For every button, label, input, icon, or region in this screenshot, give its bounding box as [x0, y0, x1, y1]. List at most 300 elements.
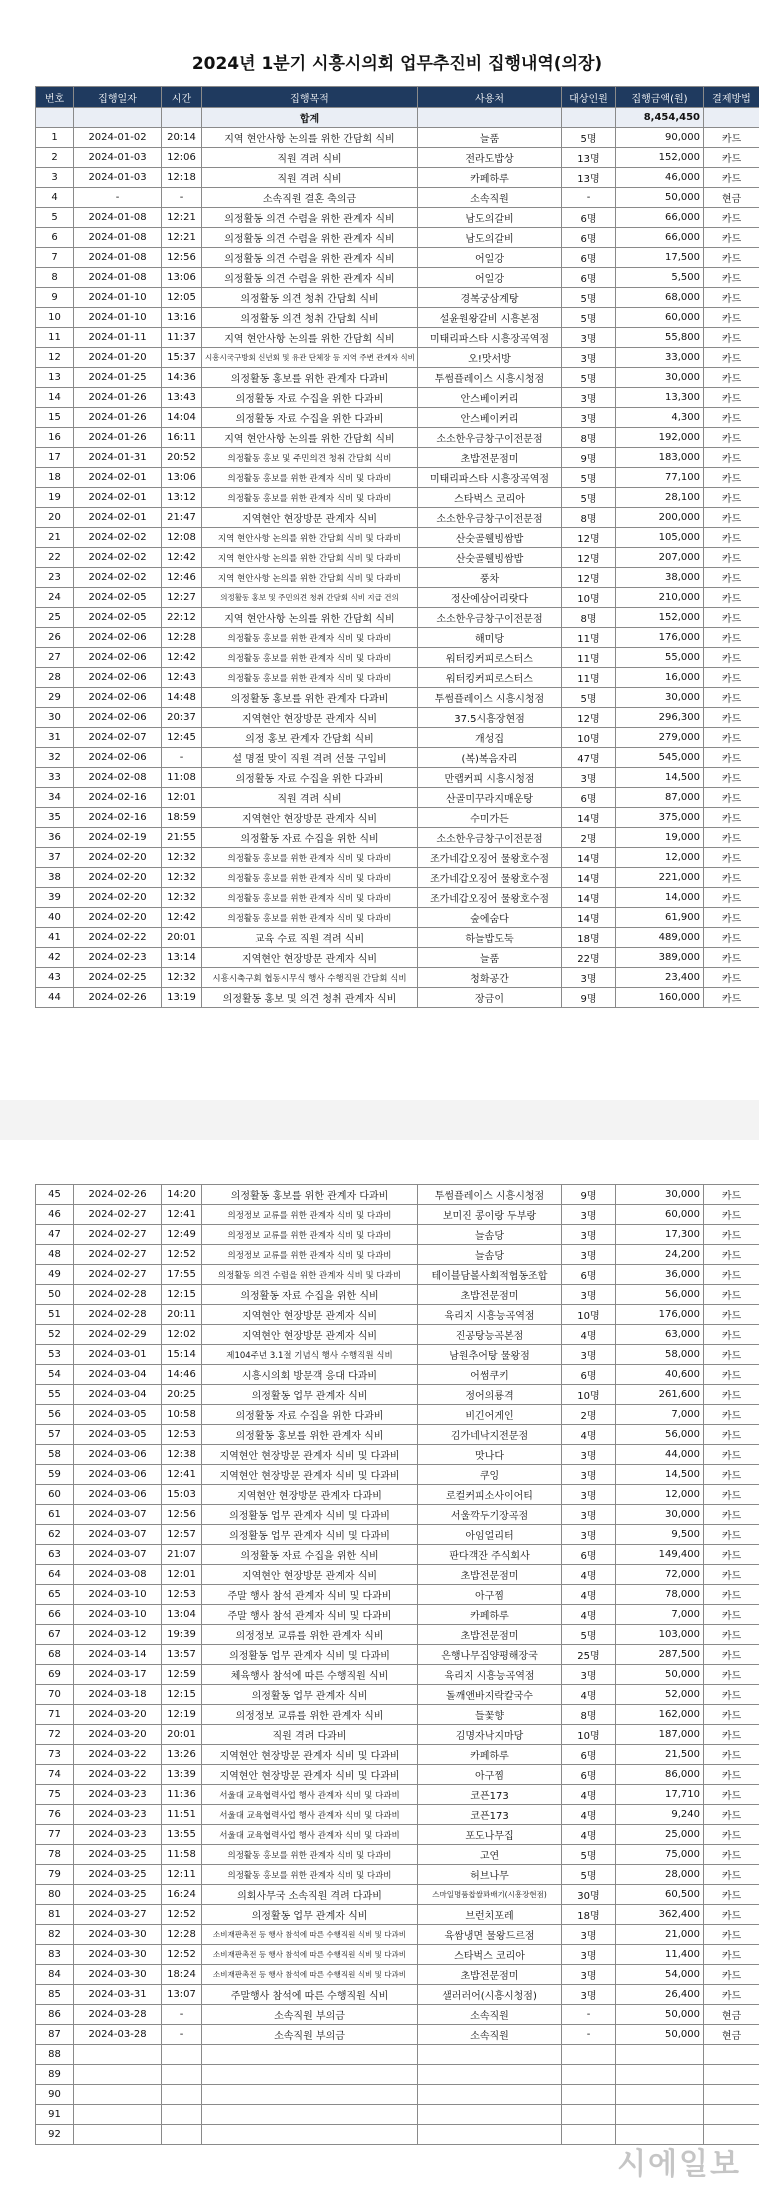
table-row: [36, 188, 759, 208]
cell-people: [562, 2085, 616, 2105]
cell-purpose: 지역 현안사항 논의를 위한 간담회 식비 및 다과비: [202, 568, 418, 588]
cell-time: 20:14: [162, 128, 202, 148]
table-row: [36, 1685, 759, 1705]
cell-time: 13:16: [162, 308, 202, 328]
cell-people: 3명: [562, 1665, 616, 1685]
cell-place: 늘솜당: [418, 1225, 562, 1245]
cell-time: 21:47: [162, 508, 202, 528]
cell-payment: 카드: [704, 888, 759, 908]
col-header-date: 집행일자: [74, 87, 162, 108]
cell-no: 67: [36, 1625, 74, 1645]
cell-purpose: 의정활동 홍보를 위한 관계자 식비 및 다과비: [202, 868, 418, 888]
cell-payment: [704, 2105, 759, 2125]
cell-purpose: 지역 현안사항 논의를 위한 간담회 식비 및 다과비: [202, 528, 418, 548]
cell-time: 11:36: [162, 1785, 202, 1805]
table-row: [36, 1305, 759, 1325]
cell-people: 47명: [562, 748, 616, 768]
table-row: [36, 1445, 759, 1465]
cell-time: 12:11: [162, 1865, 202, 1885]
cell-place: 비긴어게인: [418, 1405, 562, 1425]
cell-amount: 44,000: [616, 1445, 704, 1465]
cell-payment: 카드: [704, 1285, 759, 1305]
cell-amount: 25,000: [616, 1825, 704, 1845]
table-row: [36, 168, 759, 188]
expense-table-page-2: [35, 1184, 759, 2145]
cell-purpose: 지역 현안사항 논의를 위한 간담회 식비: [202, 328, 418, 348]
cell-time: -: [162, 188, 202, 208]
col-header-people: 대상인원: [562, 87, 616, 108]
cell-place: [418, 2105, 562, 2125]
cell-no: 63: [36, 1545, 74, 1565]
cell-time: 12:41: [162, 1205, 202, 1225]
cell-purpose: 의정활동 홍보를 위한 관계자 식비 및 다과비: [202, 1845, 418, 1865]
cell-purpose: 시흥시국구방회 신년회 및 유관 단체장 등 지역 주변 관계자 식비: [202, 348, 418, 368]
cell-time: 13:57: [162, 1645, 202, 1665]
table-row: [36, 888, 759, 908]
cell-payment: 카드: [704, 748, 759, 768]
document-title: 2024년 1분기 시흥시의회 업무추진비 집행내역(의장): [191, 54, 603, 74]
cell-date: [74, 2065, 162, 2085]
cell-no: 82: [36, 1925, 74, 1945]
cell-no: 12: [36, 348, 74, 368]
cell-date: 2024-02-20: [74, 848, 162, 868]
cell-people: 4명: [562, 1325, 616, 1345]
table-row: [36, 968, 759, 988]
cell-amount: 375,000: [616, 808, 704, 828]
cell-time: 12:42: [162, 548, 202, 568]
cell-payment: 카드: [704, 1445, 759, 1465]
cell-time: 12:21: [162, 208, 202, 228]
cell-amount: 77,100: [616, 468, 704, 488]
cell-people: 3명: [562, 1485, 616, 1505]
cell-purpose: 지역 현안사항 논의를 위한 간담회 식비: [202, 608, 418, 628]
expense-table-page-1: [35, 42, 759, 1008]
cell-no: 14: [36, 388, 74, 408]
cell-time: 12:52: [162, 1905, 202, 1925]
cell-purpose: 의정활동 업무 관계자 식비: [202, 1385, 418, 1405]
cell-no: 18: [36, 468, 74, 488]
cell-place: 초밥전문점미: [418, 1565, 562, 1585]
cell-date: 2024-03-30: [74, 1925, 162, 1945]
cell-no: 13: [36, 368, 74, 388]
cell-people: 4명: [562, 1785, 616, 1805]
cell-time: 12:32: [162, 848, 202, 868]
cell-payment: 카드: [704, 1745, 759, 1765]
cell-time: 12:57: [162, 1525, 202, 1545]
cell-place: 산골미꾸라지매운탕: [418, 788, 562, 808]
cell-payment: 카드: [704, 688, 759, 708]
cell-purpose: 지역현안 현장방문 관계자 식비: [202, 508, 418, 528]
table-row: [36, 2025, 759, 2045]
cell-date: [74, 2045, 162, 2065]
cell-people: 13명: [562, 168, 616, 188]
cell-payment: 카드: [704, 1465, 759, 1485]
cell-time: 11:37: [162, 328, 202, 348]
table-row: [36, 1325, 759, 1345]
cell-time: [162, 2125, 202, 2145]
cell-time: 12:28: [162, 628, 202, 648]
cell-purpose: 소속직원 부의금: [202, 2025, 418, 2045]
cell-place: 초밥전문점미: [418, 1285, 562, 1305]
cell-people: 4명: [562, 1605, 616, 1625]
cell-date: 2024-03-06: [74, 1465, 162, 1485]
cell-no: 47: [36, 1225, 74, 1245]
cell-people: 3명: [562, 1985, 616, 2005]
cell-people: 6명: [562, 1765, 616, 1785]
cell-people: 2명: [562, 1405, 616, 1425]
cell-amount: 152,000: [616, 608, 704, 628]
cell-place: 조가네갑오징어 물왕호수점: [418, 868, 562, 888]
cell-payment: 카드: [704, 1545, 759, 1565]
col-header-no: 번호: [36, 87, 74, 108]
cell-time: 12:42: [162, 908, 202, 928]
cell-place: 아임얼리터: [418, 1525, 562, 1545]
cell-amount: [616, 2085, 704, 2105]
cell-amount: 14,000: [616, 888, 704, 908]
cell-place: 투썸플레이스 시흥시청점: [418, 1185, 562, 1205]
cell-payment: 카드: [704, 808, 759, 828]
table-row: [36, 1285, 759, 1305]
cell-place: 소소한우금창구이전문점: [418, 508, 562, 528]
cell-payment: 카드: [704, 1485, 759, 1505]
cell-no: 62: [36, 1525, 74, 1545]
cell-place: 풍차: [418, 568, 562, 588]
cell-no: 28: [36, 668, 74, 688]
cell-payment: 카드: [704, 128, 759, 148]
cell-no: 16: [36, 428, 74, 448]
table-row: [36, 1845, 759, 1865]
cell-place: 고연: [418, 1845, 562, 1865]
cell-amount: 87,000: [616, 788, 704, 808]
cell-amount: [616, 2065, 704, 2085]
cell-amount: 389,000: [616, 948, 704, 968]
cell-date: 2024-02-20: [74, 908, 162, 928]
cell-time: 15:14: [162, 1345, 202, 1365]
cell-date: 2024-03-20: [74, 1725, 162, 1745]
cell-people: 11명: [562, 668, 616, 688]
cell-time: 12:43: [162, 668, 202, 688]
cell-date: 2024-02-06: [74, 688, 162, 708]
cell-people: 9명: [562, 448, 616, 468]
cell-amount: 14,500: [616, 768, 704, 788]
cell-time: 12:08: [162, 528, 202, 548]
cell-time: 10:58: [162, 1405, 202, 1425]
cell-place: 늘품: [418, 948, 562, 968]
table-row: [36, 1925, 759, 1945]
cell-people: 18명: [562, 1905, 616, 1925]
cell-amount: 36,000: [616, 1265, 704, 1285]
cell-no: 74: [36, 1765, 74, 1785]
cell-time: 14:20: [162, 1185, 202, 1205]
cell-purpose: 의정 홍보 관계자 간담회 식비: [202, 728, 418, 748]
table-row: [36, 1705, 759, 1725]
cell-date: 2024-01-25: [74, 368, 162, 388]
cell-time: 12:21: [162, 228, 202, 248]
cell-people: 3명: [562, 1205, 616, 1225]
cell-people: 6명: [562, 1745, 616, 1765]
cell-date: 2024-02-05: [74, 608, 162, 628]
cell-amount: 72,000: [616, 1565, 704, 1585]
cell-people: 3명: [562, 1225, 616, 1245]
cell-place: 육리지 시흥능곡역점: [418, 1305, 562, 1325]
cell-people: 3명: [562, 1285, 616, 1305]
cell-payment: 카드: [704, 1385, 759, 1405]
table-row: [36, 1225, 759, 1245]
cell-payment: 카드: [704, 1525, 759, 1545]
total-cell-blank: [562, 108, 616, 128]
cell-payment: 카드: [704, 1925, 759, 1945]
cell-no: 17: [36, 448, 74, 468]
cell-place: 37.5시흥장현점: [418, 708, 562, 728]
cell-place: 만랩커피 시흥시청점: [418, 768, 562, 788]
cell-place: 코픈173: [418, 1785, 562, 1805]
cell-no: 3: [36, 168, 74, 188]
cell-no: 79: [36, 1865, 74, 1885]
cell-amount: 86,000: [616, 1765, 704, 1785]
cell-purpose: 지역현안 현장방문 관계자 식비: [202, 1305, 418, 1325]
cell-purpose: 의정활동 자료 수집을 위한 다과비: [202, 408, 418, 428]
cell-people: 6명: [562, 1545, 616, 1565]
cell-amount: 33,000: [616, 348, 704, 368]
cell-payment: 카드: [704, 728, 759, 748]
cell-payment: 카드: [704, 1625, 759, 1645]
cell-date: 2024-03-07: [74, 1545, 162, 1565]
cell-payment: 카드: [704, 1205, 759, 1225]
cell-purpose: 지역현안 현장방문 관계자 식비 및 다과비: [202, 1465, 418, 1485]
cell-people: 3명: [562, 348, 616, 368]
cell-time: 12:46: [162, 568, 202, 588]
cell-no: 40: [36, 908, 74, 928]
cell-place: 정어의룡격: [418, 1385, 562, 1405]
cell-no: 61: [36, 1505, 74, 1525]
cell-date: 2024-02-06: [74, 748, 162, 768]
cell-payment: 카드: [704, 648, 759, 668]
cell-place: 안스베이커리: [418, 388, 562, 408]
cell-people: 18명: [562, 928, 616, 948]
cell-date: 2024-02-27: [74, 1265, 162, 1285]
cell-place: 초밥전문점미: [418, 448, 562, 468]
cell-time: 12:52: [162, 1245, 202, 1265]
cell-payment: 카드: [704, 168, 759, 188]
cell-date: 2024-01-11: [74, 328, 162, 348]
cell-date: 2024-02-26: [74, 988, 162, 1008]
cell-no: 92: [36, 2125, 74, 2145]
cell-payment: 카드: [704, 308, 759, 328]
table-row: [36, 328, 759, 348]
cell-people: 12명: [562, 708, 616, 728]
cell-time: 12:56: [162, 1505, 202, 1525]
cell-people: 3명: [562, 968, 616, 988]
cell-people: 3명: [562, 388, 616, 408]
cell-amount: 16,000: [616, 668, 704, 688]
table-row: [36, 1245, 759, 1265]
cell-place: 설윤원왕갈비 시흥본점: [418, 308, 562, 328]
cell-amount: 9,240: [616, 1805, 704, 1825]
cell-place: 남도의갈비: [418, 208, 562, 228]
table-row: [36, 508, 759, 528]
cell-purpose: [202, 2105, 418, 2125]
cell-place: 늘품: [418, 128, 562, 148]
cell-payment: 카드: [704, 408, 759, 428]
table-row: [36, 788, 759, 808]
cell-time: 14:48: [162, 688, 202, 708]
cell-time: 20:01: [162, 1725, 202, 1745]
table-row: [36, 488, 759, 508]
cell-payment: 카드: [704, 1305, 759, 1325]
cell-payment: 카드: [704, 328, 759, 348]
cell-place: 소속직원: [418, 2005, 562, 2025]
cell-payment: 카드: [704, 588, 759, 608]
cell-date: 2024-02-02: [74, 568, 162, 588]
cell-payment: 카드: [704, 1605, 759, 1625]
cell-place: 어일강: [418, 248, 562, 268]
table-row: [36, 628, 759, 648]
table-row: [36, 728, 759, 748]
cell-amount: 78,000: [616, 1585, 704, 1605]
cell-purpose: 의정활동 홍보를 위한 관계자 식비 및 다과비: [202, 908, 418, 928]
cell-no: 15: [36, 408, 74, 428]
table-row: [36, 1485, 759, 1505]
cell-payment: 카드: [704, 388, 759, 408]
cell-place: 보미진 콩이랑 두부랑: [418, 1205, 562, 1225]
table-row: [36, 1505, 759, 1525]
cell-people: 5명: [562, 288, 616, 308]
cell-date: 2024-02-28: [74, 1285, 162, 1305]
cell-purpose: 소비재판촉전 등 행사 참석에 따른 수행직원 식비 및 다과비: [202, 1965, 418, 1985]
cell-purpose: [202, 2045, 418, 2065]
cell-date: 2024-02-23: [74, 948, 162, 968]
cell-amount: 30,000: [616, 1185, 704, 1205]
cell-people: 3명: [562, 1965, 616, 1985]
cell-people: 14명: [562, 848, 616, 868]
cell-payment: 카드: [704, 788, 759, 808]
cell-amount: 176,000: [616, 628, 704, 648]
table-row: [36, 588, 759, 608]
cell-time: 13:06: [162, 468, 202, 488]
cell-amount: 75,000: [616, 1845, 704, 1865]
cell-amount: 221,000: [616, 868, 704, 888]
total-row: [36, 108, 759, 128]
cell-place: 카페하루: [418, 168, 562, 188]
cell-amount: 4,300: [616, 408, 704, 428]
cell-payment: 카드: [704, 488, 759, 508]
cell-no: 83: [36, 1945, 74, 1965]
cell-people: 3명: [562, 1345, 616, 1365]
table-row: [36, 808, 759, 828]
cell-purpose: 소속직원 결혼 축의금: [202, 188, 418, 208]
table-row: [36, 1405, 759, 1425]
cell-place: 조가네갑오징어 물왕호수점: [418, 848, 562, 868]
table-row: [36, 748, 759, 768]
cell-people: 6명: [562, 268, 616, 288]
cell-purpose: 의정활동 홍보를 위한 관계자 식비 및 다과비: [202, 648, 418, 668]
cell-place: 정산예삼어리랏다: [418, 588, 562, 608]
cell-purpose: 의정활동 업무 관계자 식비 및 다과비: [202, 1645, 418, 1665]
table-row: [36, 228, 759, 248]
cell-date: 2024-03-23: [74, 1805, 162, 1825]
cell-amount: 17,300: [616, 1225, 704, 1245]
cell-payment: 카드: [704, 1845, 759, 1865]
cell-amount: 362,400: [616, 1905, 704, 1925]
cell-people: 3명: [562, 1525, 616, 1545]
cell-date: 2024-03-20: [74, 1705, 162, 1725]
cell-place: 미태리파스타 시흥장곡역점: [418, 328, 562, 348]
cell-time: 12:18: [162, 168, 202, 188]
table-row: [36, 868, 759, 888]
cell-people: 10명: [562, 1305, 616, 1325]
cell-purpose: 주말행사 참석에 따른 수행직원 식비: [202, 1985, 418, 2005]
cell-no: 36: [36, 828, 74, 848]
cell-people: 14명: [562, 908, 616, 928]
table-row: [36, 1365, 759, 1385]
cell-place: 맛나다: [418, 1445, 562, 1465]
cell-amount: 56,000: [616, 1285, 704, 1305]
cell-purpose: 의정활동 의견 수렴을 위한 관계자 식비: [202, 248, 418, 268]
table-row: [36, 2085, 759, 2105]
cell-people: 11명: [562, 628, 616, 648]
cell-place: 김명자낙지마당: [418, 1725, 562, 1745]
cell-payment: 카드: [704, 848, 759, 868]
cell-people: 6명: [562, 228, 616, 248]
table-row: [36, 1185, 759, 1205]
table-row: [36, 1665, 759, 1685]
cell-payment: 카드: [704, 288, 759, 308]
table-row: [36, 268, 759, 288]
cell-date: 2024-03-10: [74, 1585, 162, 1605]
cell-time: 12:32: [162, 868, 202, 888]
cell-no: 19: [36, 488, 74, 508]
cell-people: 2명: [562, 828, 616, 848]
cell-time: 16:24: [162, 1885, 202, 1905]
cell-purpose: 지역현안 현장방문 관계자 식비 및 다과비: [202, 1765, 418, 1785]
table-row: [36, 1465, 759, 1485]
cell-people: 13명: [562, 148, 616, 168]
cell-purpose: 교육 수료 직원 격려 식비: [202, 928, 418, 948]
table-row: [36, 608, 759, 628]
cell-date: 2024-01-26: [74, 428, 162, 448]
cell-place: 브런치포레: [418, 1905, 562, 1925]
col-header-time: 시간: [162, 87, 202, 108]
cell-amount: 52,000: [616, 1685, 704, 1705]
cell-no: 85: [36, 1985, 74, 2005]
cell-amount: 200,000: [616, 508, 704, 528]
cell-amount: 207,000: [616, 548, 704, 568]
cell-no: 68: [36, 1645, 74, 1665]
cell-place: 수미가든: [418, 808, 562, 828]
cell-time: 12:45: [162, 728, 202, 748]
cell-date: 2024-01-08: [74, 208, 162, 228]
cell-time: 13:06: [162, 268, 202, 288]
total-cell-blank: [418, 108, 562, 128]
cell-people: 8명: [562, 1705, 616, 1725]
cell-amount: 12,000: [616, 848, 704, 868]
cell-amount: 152,000: [616, 148, 704, 168]
cell-purpose: 의정활동 홍보를 위한 관계자 식비 및 다과비: [202, 628, 418, 648]
cell-people: 9명: [562, 988, 616, 1008]
cell-payment: 카드: [704, 608, 759, 628]
total-cell-blank: [704, 108, 759, 128]
cell-date: 2024-02-19: [74, 828, 162, 848]
cell-purpose: 의정활동 홍보를 위한 관계자 식비 및 다과비: [202, 488, 418, 508]
cell-people: 3명: [562, 328, 616, 348]
cell-no: 9: [36, 288, 74, 308]
cell-purpose: 의정활동 업무 관계자 식비: [202, 1685, 418, 1705]
cell-place: 남원추어탕 물왕점: [418, 1345, 562, 1365]
table-row: [36, 1945, 759, 1965]
cell-amount: 21,500: [616, 1745, 704, 1765]
cell-people: 6명: [562, 248, 616, 268]
cell-payment: 카드: [704, 708, 759, 728]
